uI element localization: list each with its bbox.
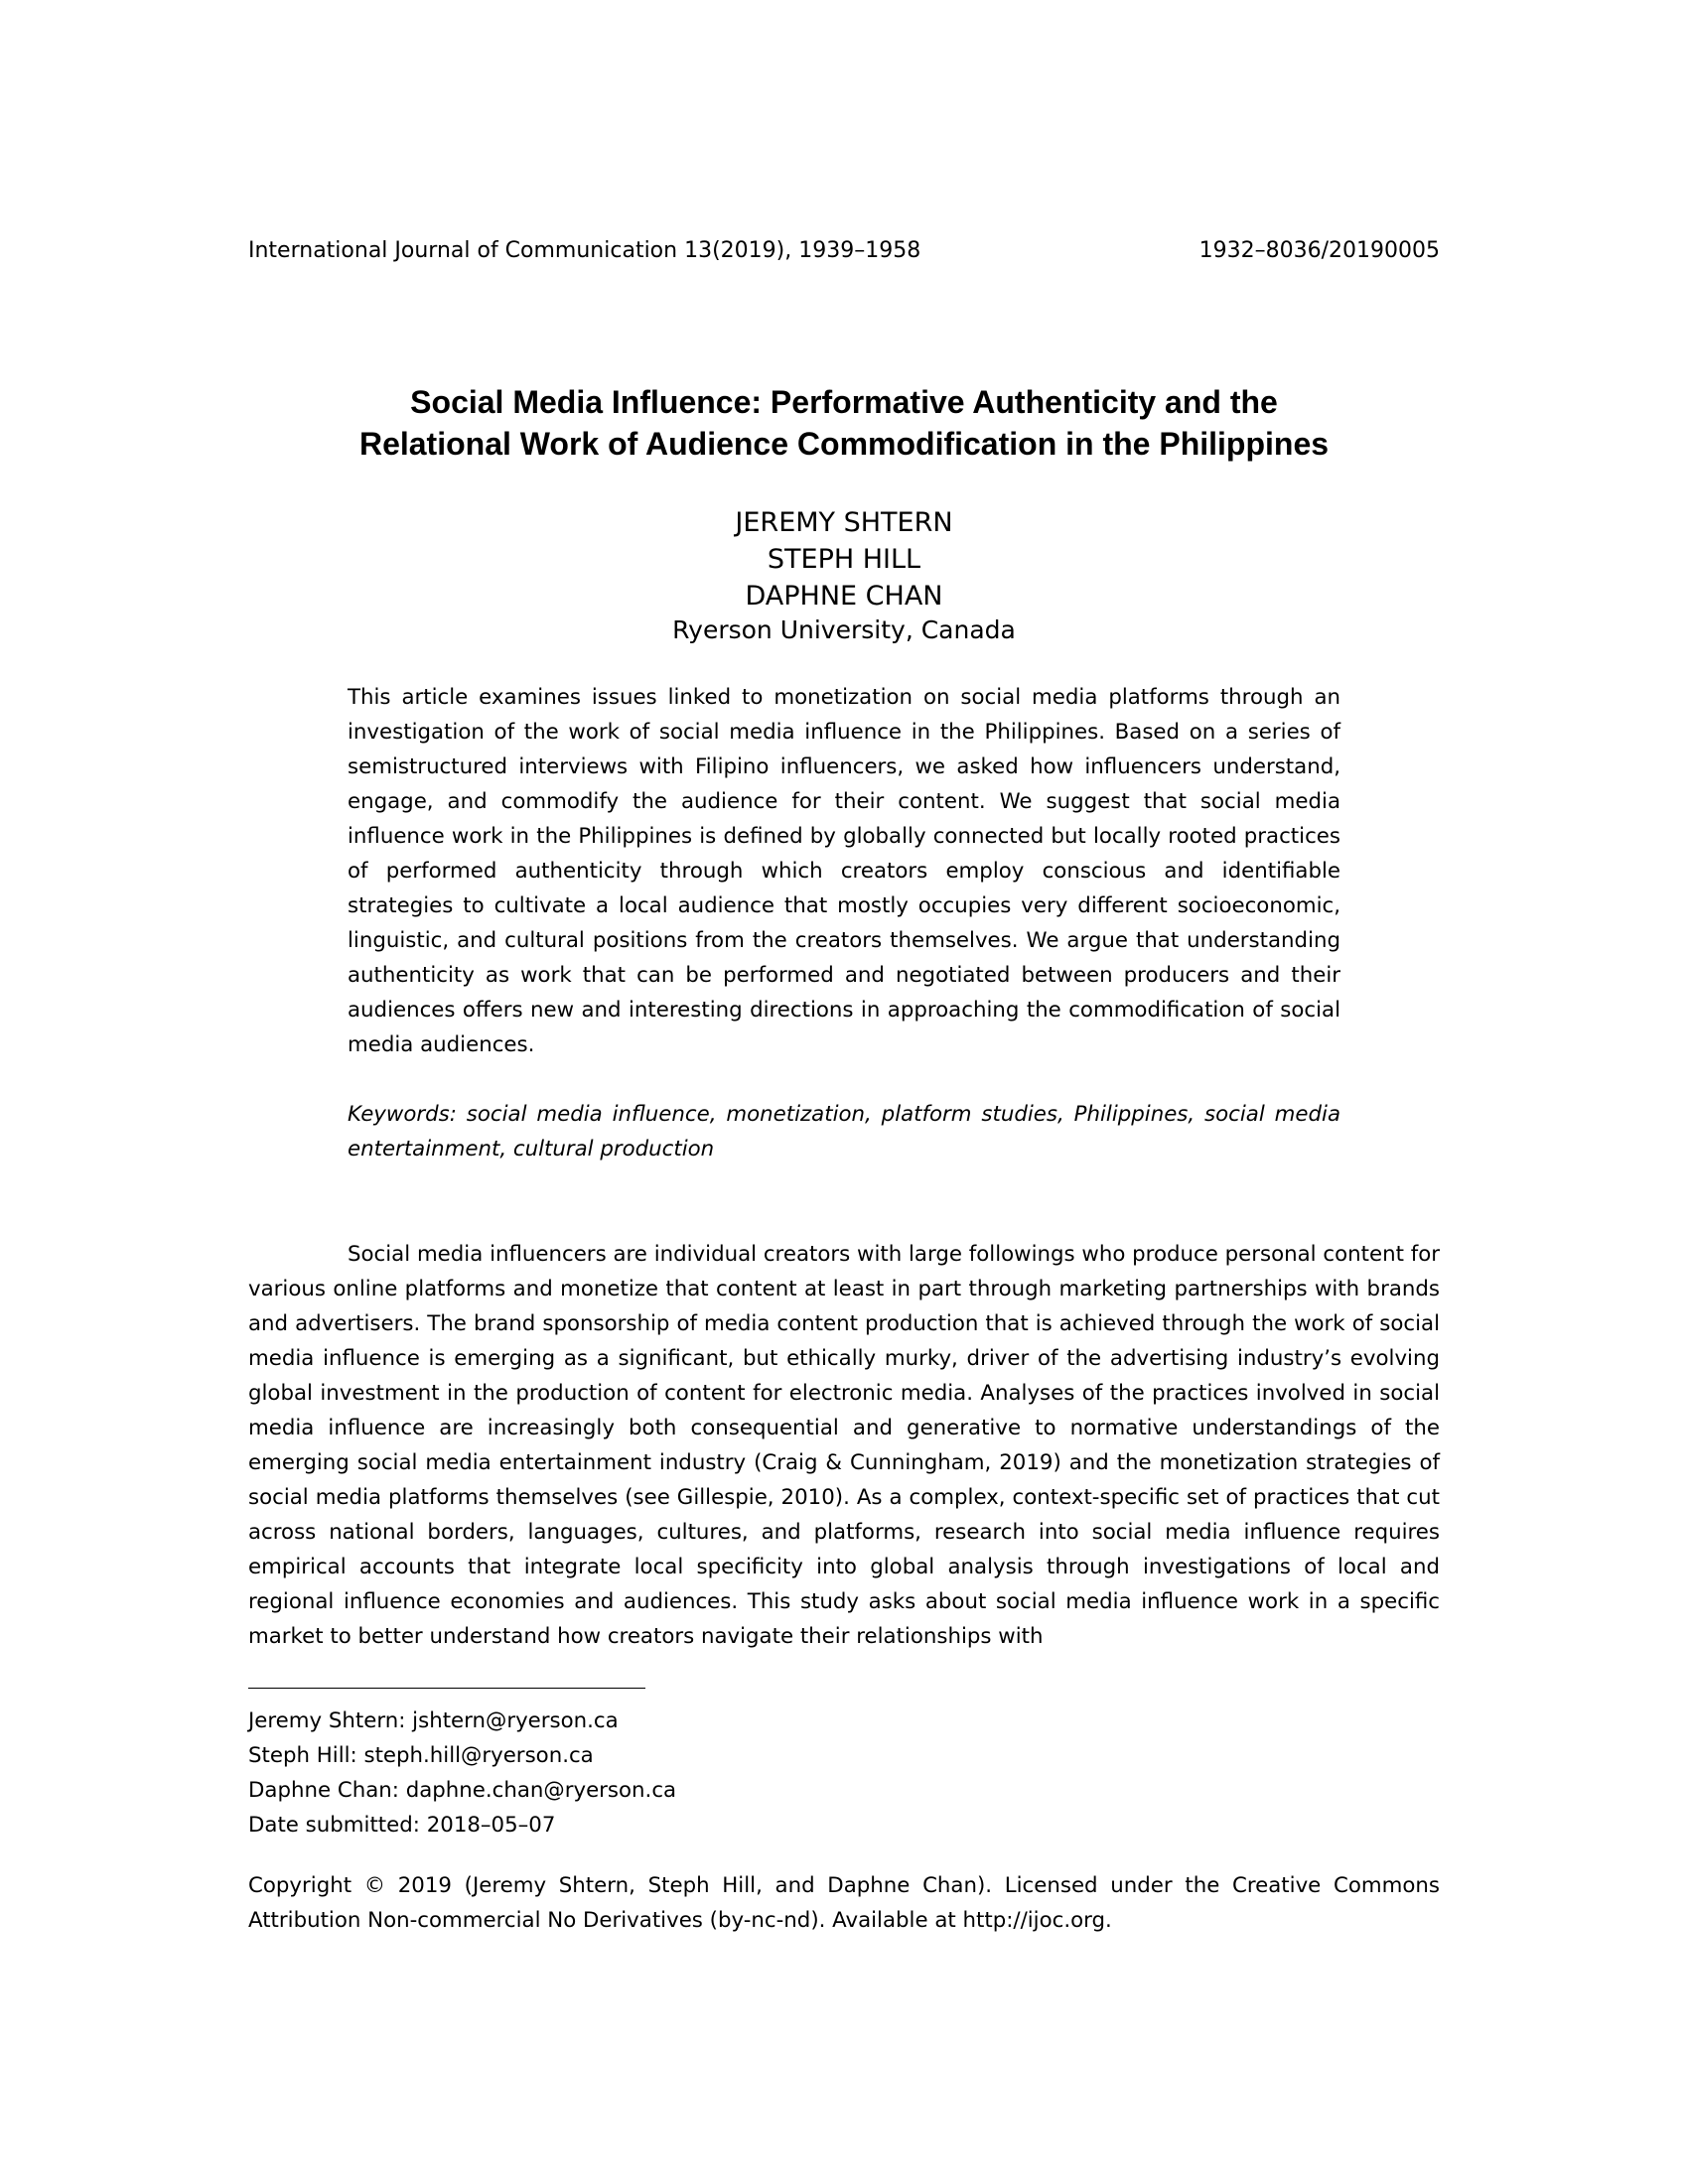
author-list <box>248 504 1440 614</box>
author-name: JEREMY SHTERN <box>735 507 953 538</box>
footnote-divider <box>248 1688 645 1689</box>
title-line-2: Relational Work of Audience Commodification in the Philippines <box>358 426 1330 462</box>
author-footnotes <box>248 1704 1440 1843</box>
author-name: STEPH HILL <box>767 544 921 575</box>
body-paragraph: Social media influencers are individual creators with large followings who produce personal content for various online platforms and monetize that content at least in part through marketing partnerships with brands and advertisers. The brand sponsorship of media content production that is achieved through the work of social media influence is emerging as a significant, but ethically murky, driver of the advertising industry’s evolving global investment in the production of content for electronic media. Analyses of the practices involved in social media influence are increasingly both consequential and generative to normative understandings of the emerging social media entertainment industry (Craig & Cunningham, 2019) and the monetization strategies of social media platforms themselves (see Gillespie, 2010). As a complex, context-specific set of practices that cut across national borders, languages, cultures, and platforms, research into social media influence requires empirical accounts that integrate local specificity into global analysis through investigations of local and regional influence economies and audiences. This study asks about social media influence work in a specific market to better understand how creators navigate their relationships with <box>248 1242 1440 1649</box>
keywords: Keywords: social media influence, monetization, platform studies, Philippines, social media entertainment, cultural production <box>348 1102 1340 1161</box>
copyright-notice: Copyright © 2019 (Jeremy Shtern, Steph Hill, and Daphne Chan). Licensed under the Creative Commons Attribution Non-commercial No Derivatives (by-nc-nd). Available at http://ijoc.org. <box>248 1873 1440 1933</box>
abstract: This article examines issues linked to monetization on social media platforms through an investigation of the work of social media influence in the Philippines. Based on a series of semistructured interviews with Filipino influencers, we asked how influencers understand, engage, and commodify the audience for their content. We suggest that social media influence work in the Philippines is defined by globally connected but locally rooted practices of performed authenticity through which creators employ conscious and identifiable strategies to cultivate a local audience that mostly occupies very different socioeconomic, linguistic, and cultural positions from the creators themselves. We argue that understanding authenticity as work that can be performed and negotiated between producers and their audiences offers new and interesting directions in approaching the commodification of social media audiences. <box>348 685 1340 1057</box>
footnote-line: Date submitted: 2018–05–07 <box>248 1813 556 1838</box>
footnote-line: Jeremy Shtern: jshtern@ryerson.ca <box>248 1708 619 1733</box>
article-title <box>248 381 1440 465</box>
footnote-line: Steph Hill: steph.hill@ryerson.ca <box>248 1743 594 1768</box>
affiliation: Ryerson University, Canada <box>672 615 1016 644</box>
journal-citation: International Journal of Communication 13(2019), 1939–1958 <box>248 238 921 263</box>
author-name: DAPHNE CHAN <box>745 581 943 612</box>
title-line-1: Social Media Influence: Performative Authenticity and the <box>410 384 1278 420</box>
footnote-line: Daphne Chan: daphne.chan@ryerson.ca <box>248 1778 677 1803</box>
issn: 1932–8036/20190005 <box>1198 238 1440 263</box>
